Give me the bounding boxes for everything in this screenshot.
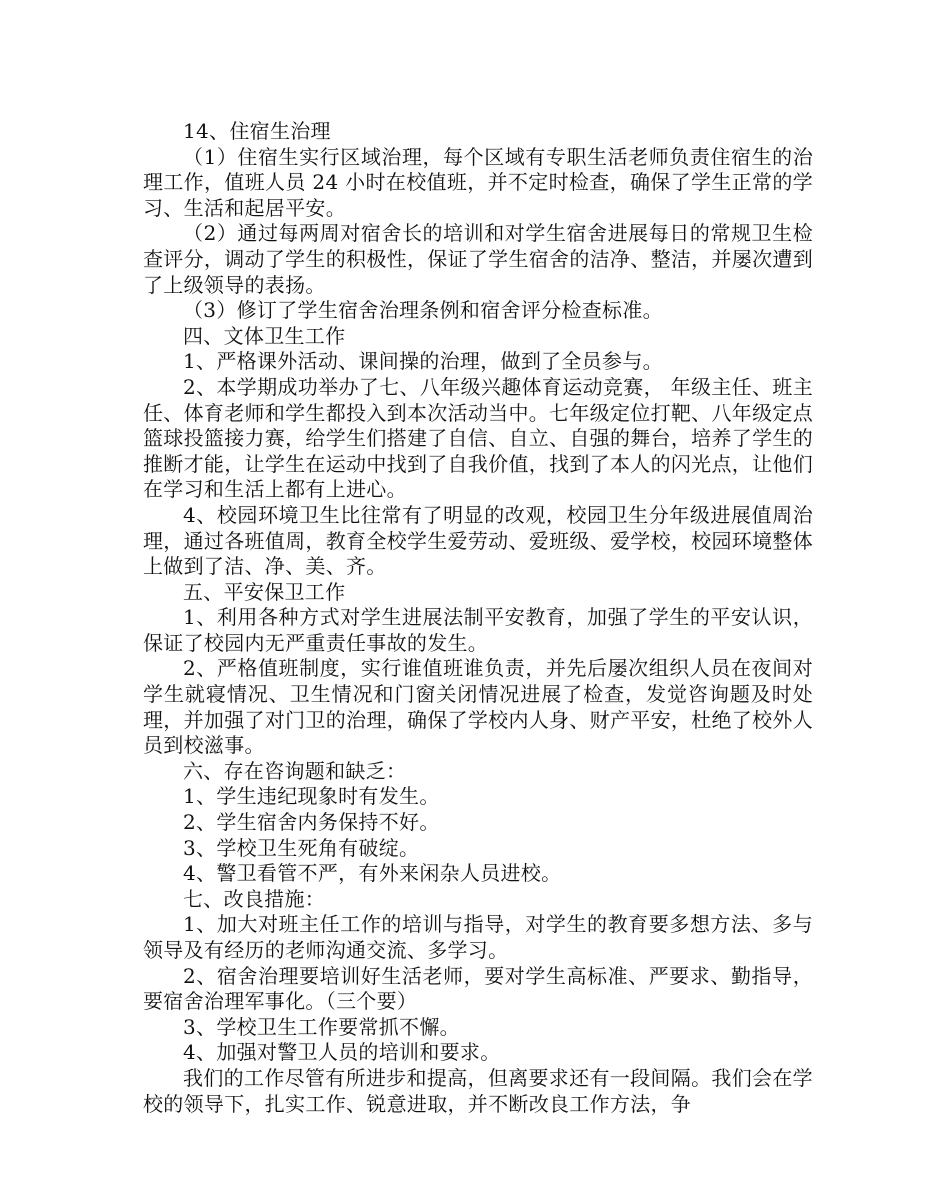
- paragraph-boarding-1: （1）住宿生实行区域治理，每个区域有专职生活老师负责住宿生的治理工作，值班人员 24 小时在校值班，并不定时检查，确保了学生正常的学习、生活和起居平安。: [143, 144, 813, 220]
- heading-problems: 六、存在咨询题和缺乏：: [183, 758, 407, 783]
- document-page: [143, 119, 813, 1117]
- heading-sports-health: 四、文体卫生工作: [183, 323, 346, 348]
- paragraph-safety-2: 2、严格值班制度，实行谁值班谁负责，并先后屡次组织人员在夜间对学生就寝情况、卫生情况和门窗关闭情况进展了检查，发觉咨询题及时处理，并加强了对门卫的治理，确保了学校内人身、财产平安，杜绝了校外人员到校滋事。: [143, 656, 813, 758]
- paragraph-boarding-2: （2）通过每两周对宿舍长的培训和对学生宿舍进展每日的常规卫生检查评分，调动了学生的积极性，保证了学生宿舍的洁净、整洁，并屡次遭到了上级领导的表扬。: [143, 221, 813, 297]
- heading-safety: 五、平安保卫工作: [183, 579, 346, 604]
- paragraph-problem-2: 2、学生宿舍内务保持不好。: [183, 810, 440, 835]
- paragraph-conclusion: 我们的工作尽管有所进步和提高，但离要求还有一段间隔。我们会在学校的领导下，扎实工作、锐意进取，并不断改良工作方法，争: [143, 1065, 813, 1116]
- paragraph-sports-4: 4、校园环境卫生比往常有了明显的改观，校园卫生分年级进展值周治理，通过各班值周，教育全校学生爱劳动、爱班级、爱学校，校园环境整体上做到了洁、净、美、齐。: [143, 502, 813, 579]
- paragraph-improvement-4: 4、加强对警卫人员的培训和要求。: [183, 1040, 501, 1065]
- paragraph-problem-3: 3、学校卫生死角有破绽。: [183, 835, 420, 860]
- heading-boarding-management: 14、住宿生治理: [183, 119, 331, 143]
- heading-improvements: 七、改良措施：: [183, 886, 326, 911]
- paragraph-problem-1: 1、学生违纪现象时有发生。: [183, 784, 440, 809]
- paragraph-problem-4: 4、警卫看管不严，有外来闲杂人员进校。: [183, 861, 562, 886]
- paragraph-boarding-3: （3）修订了学生宿舍治理条例和宿舍评分检查标准。: [183, 298, 663, 323]
- paragraph-improvement-2: 2、宿舍治理要培训好生活老师，要对学生高标准、严要求、勤指导，要宿舍治理军事化。（三个要）: [143, 963, 813, 1014]
- paragraph-improvement-1: 1、加大对班主任工作的培训与指导，对学生的教育要多想方法、多与领导及有经历的老师沟通交流、多学习。: [143, 912, 813, 962]
- paragraph-improvement-3: 3、学校卫生工作要常抓不懈。: [183, 1014, 460, 1039]
- paragraph-sports-2: 2、本学期成功举办了七、八年级兴趣体育运动竞赛， 年级主任、班主任、体育老师和学生都投入到本次活动当中。七年级定位打靶、八年级定点篮球投篮接力赛，给学生们搭建了自信、自立、自强的舞台，培养了学生的推断才能，让学生在运动中找到了自我价值，找到了本人的闪光点，让他们在学习和生活上都有上进心。: [143, 374, 813, 502]
- paragraph-safety-1: 1、利用各种方式对学生进展法制平安教育，加强了学生的平安认识，保证了校园内无严重责任事故的发生。: [143, 605, 813, 655]
- paragraph-sports-1: 1、严格课外活动、课间操的治理，做到了全员参与。: [183, 349, 663, 374]
